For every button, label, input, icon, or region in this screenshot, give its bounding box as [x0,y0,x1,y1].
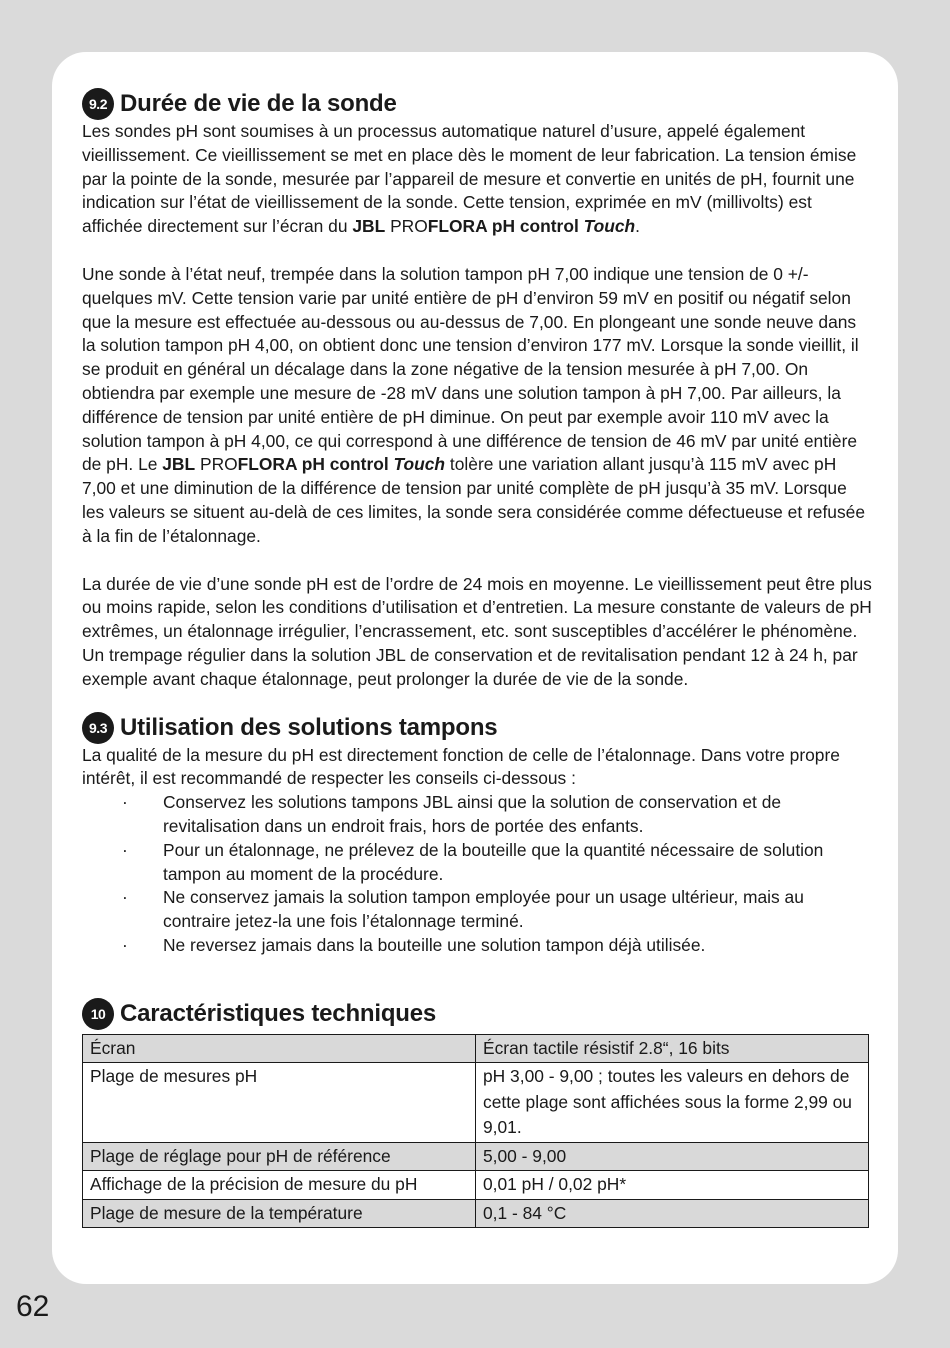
section-number-badge: 9.3 [82,712,114,744]
bullet-dot: · [122,839,128,860]
table-row [83,1063,869,1143]
table-cell-value: Écran tactile résistif 2.8“, 16 bits [476,1034,869,1063]
table-cell-label: Écran [83,1034,476,1063]
list-item [82,791,872,839]
list-item-text: Ne conservez jamais la solution tampon employée pour un usage ultérieur, mais au contraire jetez-la une fois l’étalonnage terminé. [163,887,804,932]
brand-pro: PRO [199,454,238,475]
paragraph-2-end: tolère une variation allant jusqu’à 115 mV avec pH 7,00 et une diminution de la différence de tension par unité complète de pH jusqu’à 35 mV. Lorsque les valeurs se situent au-delà de ces limites, la sonde sera considérée comme défectueuse et refusée à la fin de l’étalonnage. [82,454,866,546]
page-content [82,88,872,1228]
section-9-2-title: Durée de vie de la sonde [120,90,397,117]
section-9-2-heading [82,88,872,120]
table-cell-value: 5,00 - 9,00 [476,1142,869,1171]
section-9-3-heading [82,712,872,744]
brand-flora: FLORA pH control [237,454,389,475]
table-cell-value: pH 3,00 - 9,00 ; toutes les valeurs en dehors de cette plage sont affichées sous la forme 2,99 ou 9,01. [476,1063,869,1143]
bullet-dot: · [122,792,128,813]
table-row [83,1171,869,1200]
section-number-badge: 10 [82,998,114,1030]
list-item [82,934,872,958]
section-10-heading [82,998,872,1030]
paragraph-1 [82,120,872,239]
brand-touch: Touch [583,216,636,237]
paragraph-2-text: Une sonde à l’état neuf, trempée dans la solution tampon pH 7,00 indique une tension de 0 +/- quelques mV. Cette tension varie par unité entière de pH d’environ 59 mV en positif ou négatif selon que la mesure est effectuée au-dessous ou au-dessus de 7,00. En plongeant une sonde neuve dans la solution tampon pH 4,00, on obtient donc une tension d’environ 177 mV. Lorsque la sonde vieillit, il se produit en général un décalage dans la zone négative de la tension mesurée à pH 7,00. On obtiendra par exemple une mesure de -28 mV dans une solution tampon à pH 7,00. Par ailleurs, la différence de tension par unité entière de pH diminue. On peut par exemple avoir 110 mV avec la solution tampon à pH 4,00, ce qui correspond à une différence de tension de 46 mV par unité entière de pH. Le [82,263,859,475]
list-item [82,886,872,934]
list-item-text: Ne reversez jamais dans la bouteille une solution tampon déjà utilisée. [163,934,706,955]
table-cell-label: Plage de mesure de la température [83,1199,476,1228]
brand-name [352,216,635,236]
page-number: 62 [16,1290,50,1323]
list-item-text: Pour un étalonnage, ne prélevez de la bouteille que la quantité nécessaire de solution tampon au moment de la procédure. [163,839,824,884]
list-item-text: Conservez les solutions tampons JBL ainsi que la solution de conservation et de revitalisation dans un endroit frais, hors de portée des enfants. [163,792,782,836]
section-10-title: Caractéristiques techniques [120,999,437,1027]
tips-list [82,791,872,958]
list-item [82,839,872,887]
table-cell-label: Plage de mesures pH [83,1063,476,1143]
table-cell-value: 0,01 pH / 0,02 pH* [476,1171,869,1200]
brand-jbl: JBL [352,216,386,237]
table-cell-label: Plage de réglage pour pH de référence [83,1142,476,1171]
table-row [83,1142,869,1171]
section-9-3-title: Utilisation des solutions tampons [120,713,498,741]
section-number-badge: 9.2 [82,88,114,120]
brand-jbl: JBL [162,454,196,475]
bullet-dot: · [122,887,128,908]
table-cell-value: 0,1 - 84 °C [476,1199,869,1228]
paragraph-2 [82,263,872,549]
paragraph-3: La durée de vie d’une sonde pH est de l’ordre de 24 mois en moyenne. Le vieillissement peut être plus ou moins rapide, selon les conditions d’utilisation et d’entretien. La mesure constante de valeurs de pH extrêmes, un étalonnage irrégulier, l’encrassement, etc. sont susceptibles d’accélérer le phénomène. Un trempage régulier dans la solution JBL de conservation et de revitalisation pendant 12 à 24 h, par exemple avant chaque étalonnage, peut prolonger la durée de vie de la sonde. [82,573,872,689]
bullet-dot: · [122,934,128,955]
table-row [83,1199,869,1228]
brand-flora: FLORA pH control [427,216,579,237]
specs-table [82,1034,869,1229]
table-row [83,1034,869,1063]
paragraph-1-text: Les sondes pH sont soumises à un processus automatique naturel d’usure, appelé également vieillissement. Ce vieillissement se met en place dès le moment de leur fabrication. La tension émise par la pointe de la sonde, mesurée par l’appareil de mesure et convertie en unités de pH, fournit une indication sur l’état de vieillissement de la sonde. Cette tension, exprimée en mV (millivolts) est affichée directement sur l’écran du [82,121,857,237]
brand-pro: PRO [390,216,428,237]
brand-touch: Touch [393,454,446,475]
brand-name [162,454,445,474]
section-9-3-intro: La qualité de la mesure du pH est directement fonction de celle de l’étalonnage. Dans votre propre intérêt, il est recommandé de respecter les conseils ci-dessous : [82,744,840,789]
table-cell-label: Affichage de la précision de mesure du pH [83,1171,476,1200]
paragraph-1-end: . [635,216,640,237]
